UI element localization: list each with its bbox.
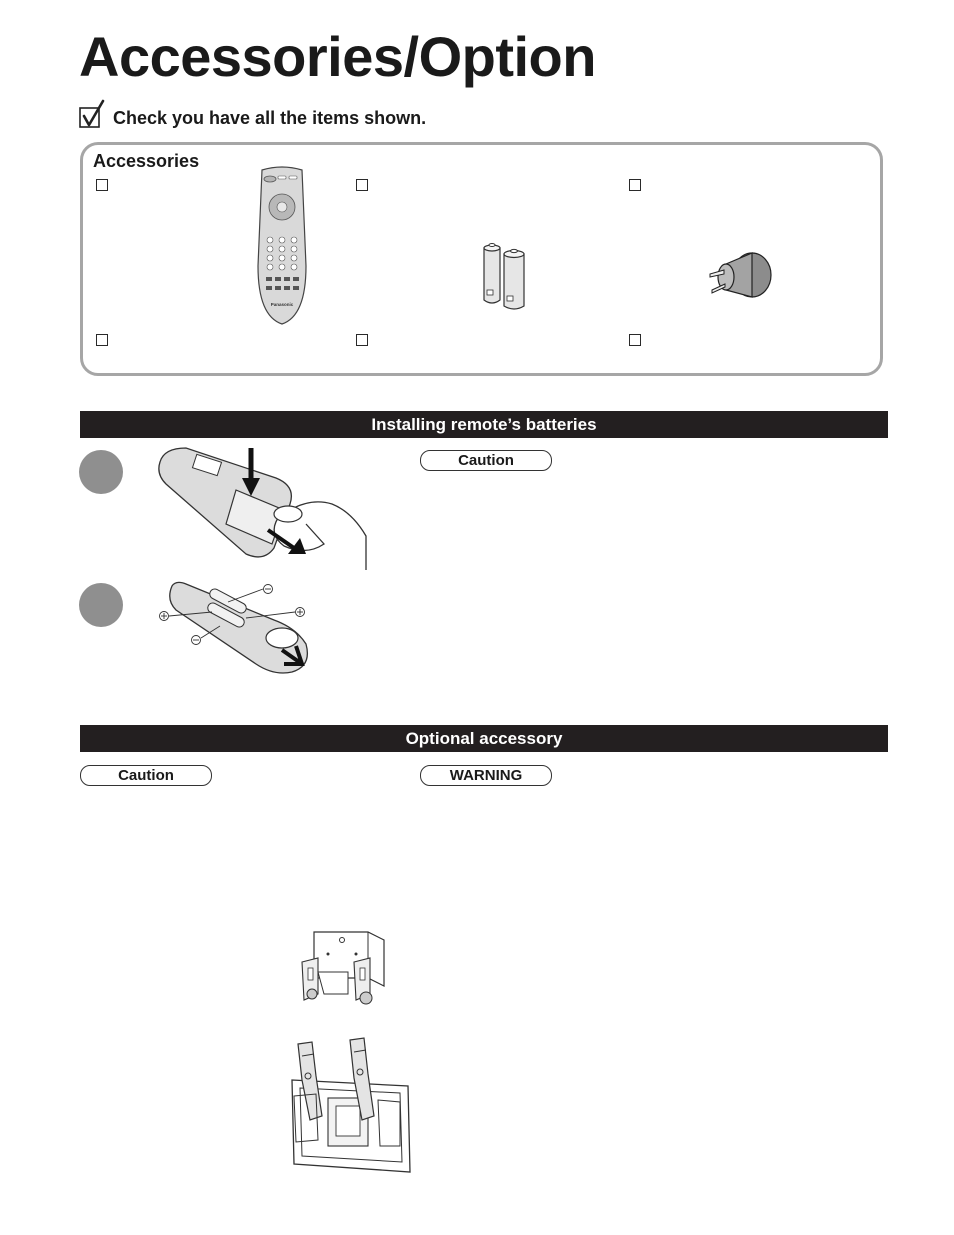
optional-accessory-heading: Optional accessory — [80, 725, 888, 752]
install-caution-label: Caution — [420, 450, 552, 471]
check-instruction-text: Check you have all the items shown. — [113, 107, 427, 128]
optional-caution-label: Caution — [80, 765, 212, 786]
page-title: Accessories/Option — [79, 25, 596, 88]
step-2-badge — [79, 583, 123, 627]
mounting-frame-illustration — [286, 1036, 414, 1178]
accessory-checkbox-5[interactable] — [356, 334, 368, 346]
insert-batteries-illustration — [156, 580, 312, 678]
wall-bracket-illustration — [298, 928, 388, 1010]
plug-adapter-icon — [706, 250, 776, 304]
checkmark-box-icon — [79, 100, 105, 130]
check-instruction — [79, 100, 426, 130]
accessory-checkbox-2[interactable] — [356, 179, 368, 191]
accessory-checkbox-6[interactable] — [629, 334, 641, 346]
accessory-checkbox-4[interactable] — [96, 334, 108, 346]
step-1-badge — [79, 450, 123, 494]
batteries-icon — [480, 240, 528, 314]
remote-brand-text: Panasonic — [270, 302, 294, 307]
accessories-heading: Accessories — [93, 151, 200, 171]
accessory-checkbox-3[interactable] — [629, 179, 641, 191]
remote-control-icon — [256, 166, 308, 326]
open-battery-cover-illustration — [156, 444, 368, 570]
install-batteries-heading: Installing remote’s batteries — [80, 411, 888, 438]
accessory-checkbox-1[interactable] — [96, 179, 108, 191]
optional-warning-label: WARNING — [420, 765, 552, 786]
